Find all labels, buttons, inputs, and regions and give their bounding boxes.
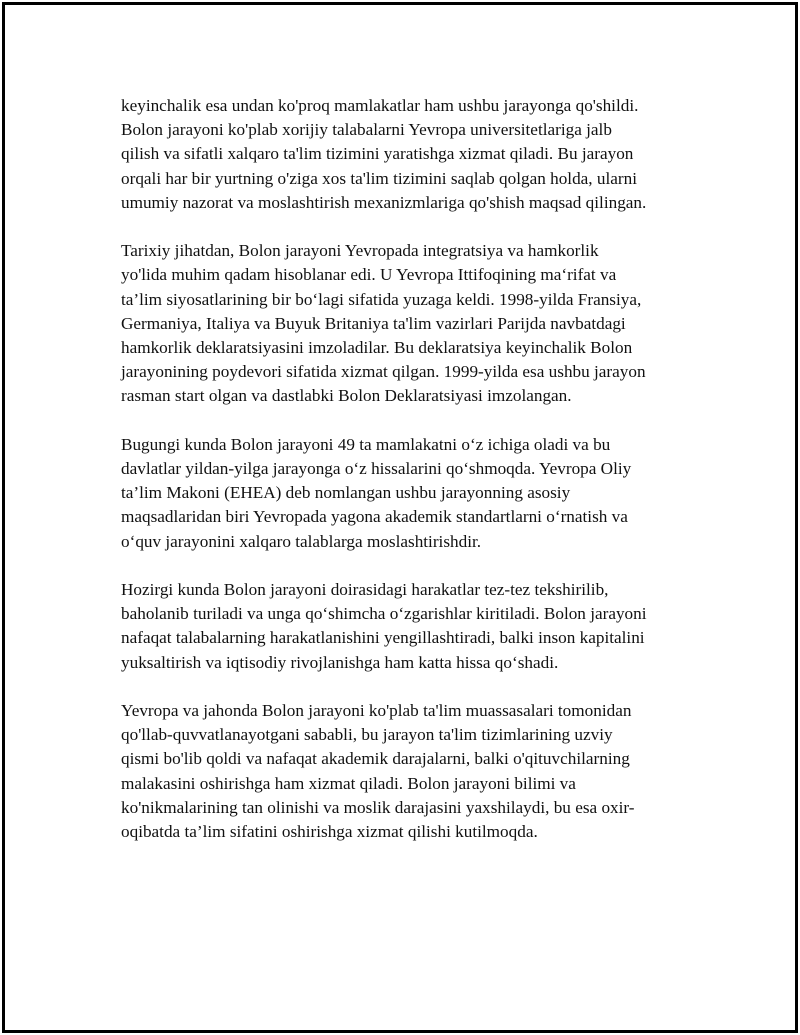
document-body	[121, 94, 693, 868]
text-line: orqali har bir yurtning o'ziga xos ta'lim tizimini saqlab qolgan holda, ularni	[121, 168, 637, 188]
text-line: oqibatda ta’lim sifatini oshirishga xizmat qilishi kutilmoqda.	[121, 822, 538, 842]
text-line: o‘quv jarayonini xalqaro talablarga moslashtirishdir.	[121, 531, 482, 551]
text-line: umumiy nazorat va moslashtirish mexanizmlariga qo'shish maqsad qilingan.	[121, 192, 647, 212]
text-line: Germaniya, Italiya va Buyuk Britaniya ta'lim vazirlari Parijda navbatdagi	[121, 313, 626, 333]
page-frame	[2, 2, 798, 1033]
text-line: hamkorlik deklaratsiyasini imzoladilar. Bu deklaratsiya keyinchalik Bolon	[121, 338, 633, 358]
text-line: ta’lim siyosatlarining bir bo‘lagi sifatida yuzaga keldi. 1998-yilda Fransiya,	[121, 289, 642, 309]
text-line: qismi bo'lib qoldi va nafaqat akademik darajalarni, balki o'qituvchilarning	[121, 749, 630, 769]
text-line: rasman start olgan va dastlabki Bolon Deklaratsiyasi imzolangan.	[121, 386, 572, 406]
text-line: ta’lim Makoni (EHEA) deb nomlangan ushbu jarayonning asosiy	[121, 483, 571, 503]
text-line: ko'nikmalarining tan olinishi va moslik darajasini yaxshilaydi, bu esa oxir-	[121, 797, 635, 817]
text-line: jarayonining poydevori sifatida xizmat qilgan. 1999-yilda esa ushbu jarayon	[121, 362, 646, 382]
text-line: yo'lida muhim qadam hisoblanar edi. U Yevropa Ittifoqining ma‘rifat va	[121, 265, 617, 285]
paragraph-4	[121, 578, 693, 675]
text-line: davlatlar yildan-yilga jarayonga o‘z hissalarini qo‘shmoqda. Yevropa Oliy	[121, 459, 632, 479]
text-line: qo'llab-quvvatlanayotgani sababli, bu jarayon ta'lim tizimlarining uzviy	[121, 725, 613, 745]
text-line: Bugungi kunda Bolon jarayoni 49 ta mamlakatni o‘z ichiga oladi va bu	[121, 434, 611, 454]
text-line: malakasini oshirishga ham xizmat qiladi. Bolon jarayoni bilimi va	[121, 773, 576, 793]
paragraph-1	[121, 94, 693, 215]
paragraph-2	[121, 239, 693, 408]
text-line: yuksaltirish va iqtisodiy rivojlanishga ham katta hissa qo‘shadi.	[121, 652, 559, 672]
text-line: keyinchalik esa undan ko'proq mamlakatlar ham ushbu jarayonga qo'shildi.	[121, 96, 639, 115]
text-line: Hozirgi kunda Bolon jarayoni doirasidagi harakatlar tez-tez tekshirilib,	[121, 580, 609, 600]
text-line: Bolon jarayoni ko'plab xorijiy talabalarni Yevropa universitetlariga jalb	[121, 120, 612, 140]
paragraph-5	[121, 699, 693, 844]
text-line: Yevropa va jahonda Bolon jarayoni ko'plab ta'lim muassasalari tomonidan	[121, 701, 632, 721]
text-line: qilish va sifatli xalqaro ta'lim tizimini yaratishga xizmat qiladi. Bu jarayon	[121, 144, 634, 164]
text-line: nafaqat talabalarning harakatlanishini yengillashtiradi, balki inson kapitalini	[121, 628, 645, 648]
paragraph-3	[121, 433, 693, 554]
text-line: maqsadlaridan biri Yevropada yagona akademik standartlarni o‘rnatish va	[121, 507, 628, 527]
text-line: Tarixiy jihatdan, Bolon jarayoni Yevropada integratsiya va hamkorlik	[121, 241, 599, 261]
text-line: baholanib turiladi va unga qo‘shimcha o‘zgarishlar kiritiladi. Bolon jarayoni	[121, 604, 647, 624]
